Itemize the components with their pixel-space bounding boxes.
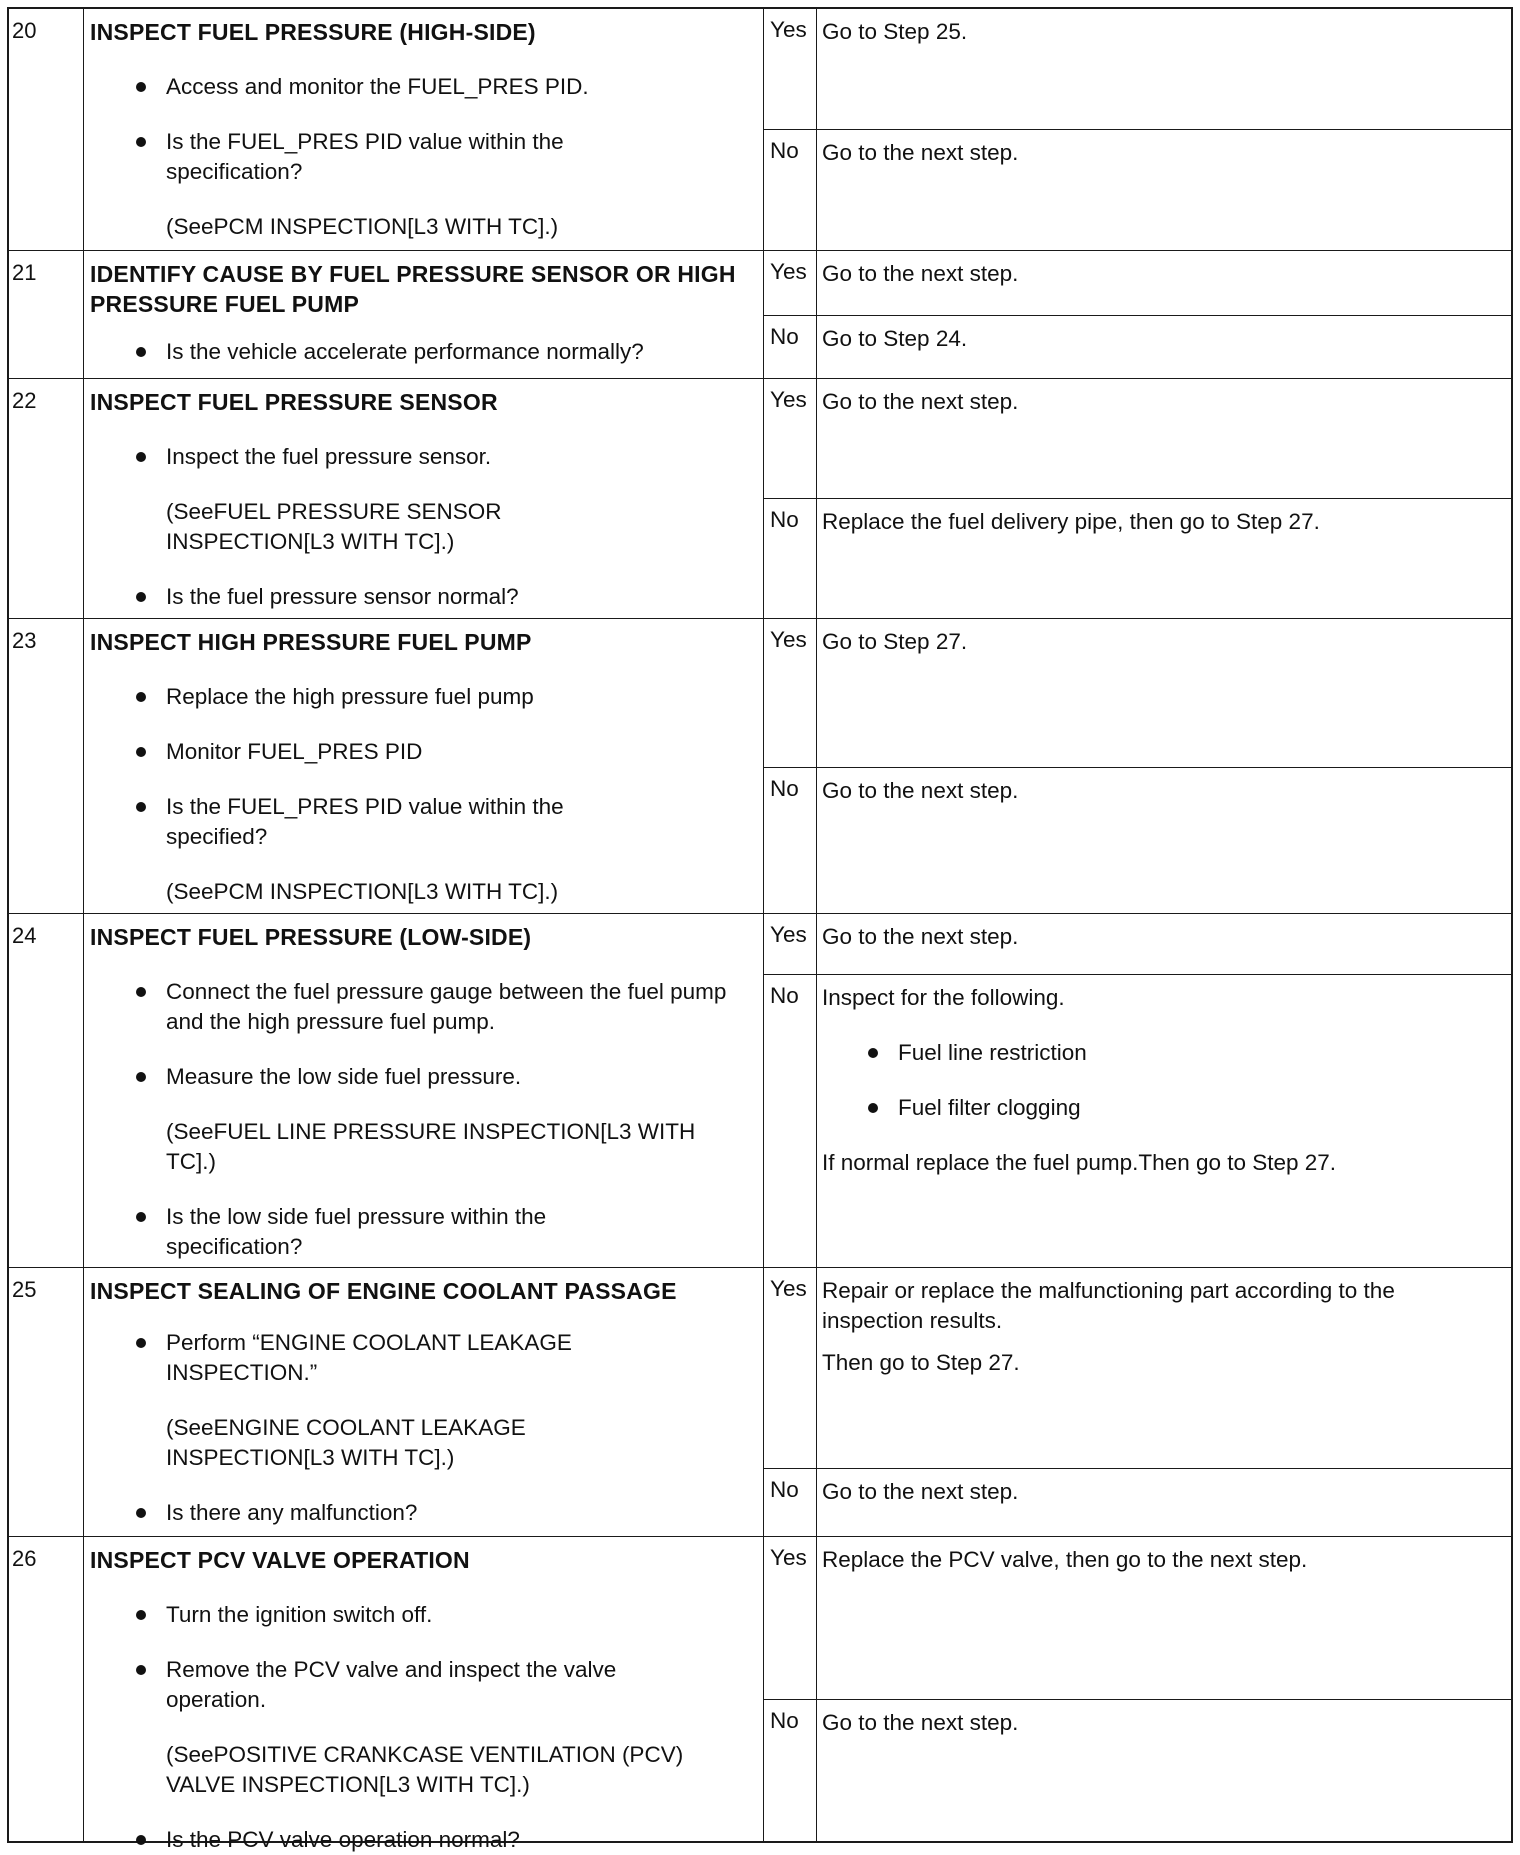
result-bullet: Fuel line restriction bbox=[822, 1038, 1497, 1068]
result-text: Go to the next step. bbox=[822, 1479, 1019, 1504]
no-branch bbox=[764, 974, 1511, 1268]
yes-branch bbox=[764, 251, 1511, 315]
action-bullet: Is the fuel pressure sensor normal? bbox=[90, 582, 751, 612]
step-number: 26 bbox=[9, 1537, 84, 1843]
no-result bbox=[817, 130, 1511, 193]
no-label: No bbox=[764, 499, 817, 619]
action-bullet: Is there any malfunction? bbox=[90, 1498, 751, 1528]
table-row bbox=[9, 9, 1511, 251]
yes-result bbox=[817, 914, 1511, 977]
step-action bbox=[84, 379, 764, 618]
no-branch bbox=[764, 1468, 1511, 1537]
action-bullet: Turn the ignition switch off. bbox=[90, 1600, 751, 1630]
step-title: IDENTIFY CAUSE BY FUEL PRESSURE SENSOR OR HIGH PRESSURE FUEL PUMP bbox=[90, 261, 736, 317]
table-row bbox=[9, 1537, 1511, 1852]
no-label: No bbox=[764, 768, 817, 914]
yes-branch bbox=[764, 9, 1511, 129]
action-bullet: Perform “ENGINE COOLANT LEAKAGE INSPECTION.” bbox=[90, 1328, 586, 1388]
no-label: No bbox=[764, 975, 817, 1268]
no-result bbox=[817, 316, 1511, 379]
step-action bbox=[84, 251, 764, 378]
step-title: INSPECT SEALING OF ENGINE COOLANT PASSAGE bbox=[90, 1278, 677, 1304]
action-bullet: Replace the high pressure fuel pump bbox=[90, 682, 751, 712]
yes-label: Yes bbox=[764, 9, 817, 129]
yes-result bbox=[817, 9, 1511, 72]
no-branch bbox=[764, 1699, 1511, 1843]
result-text: Go to Step 24. bbox=[822, 326, 968, 351]
yes-result bbox=[817, 1268, 1511, 1403]
step-action bbox=[84, 619, 764, 913]
yes-branch bbox=[764, 619, 1511, 767]
no-branch bbox=[764, 315, 1511, 379]
action-bullet: Is the PCV valve operation normal? bbox=[90, 1825, 751, 1855]
result-text: Then go to Step 27. bbox=[822, 1350, 1020, 1375]
action-bullet: Is the vehicle accelerate performance normally? bbox=[90, 337, 751, 367]
step-action bbox=[84, 914, 764, 1267]
reference-note: (SeePOSITIVE CRANKCASE VENTILATION (PCV) VALVE INSPECTION[L3 WITH TC].) bbox=[166, 1742, 684, 1797]
no-result bbox=[817, 499, 1511, 562]
result-text: Go to the next step. bbox=[822, 1710, 1019, 1735]
result-text: Go to the next step. bbox=[822, 778, 1019, 803]
yes-branch bbox=[764, 914, 1511, 974]
step-number: 20 bbox=[9, 9, 84, 250]
table-row bbox=[9, 251, 1511, 379]
result-text: Go to the next step. bbox=[822, 140, 1019, 165]
no-label: No bbox=[764, 1700, 817, 1843]
no-result bbox=[817, 768, 1511, 831]
action-bullet: Is the low side fuel pressure within the specification? bbox=[90, 1202, 606, 1262]
yes-label: Yes bbox=[764, 914, 817, 974]
result-text: Go to the next step. bbox=[822, 924, 1019, 949]
no-result bbox=[817, 1469, 1511, 1532]
result-bullet: Fuel filter clogging bbox=[822, 1093, 1497, 1123]
yes-branch bbox=[764, 1268, 1511, 1468]
action-bullet: Access and monitor the FUEL_PRES PID. bbox=[90, 72, 751, 102]
no-label: No bbox=[764, 316, 817, 379]
step-number: 21 bbox=[9, 251, 84, 378]
no-branch bbox=[764, 498, 1511, 619]
result-text: Go to the next step. bbox=[822, 261, 1019, 286]
yes-label: Yes bbox=[764, 1537, 817, 1699]
step-title: INSPECT PCV VALVE OPERATION bbox=[90, 1547, 470, 1573]
yes-result bbox=[817, 1537, 1511, 1600]
result-text: Go to the next step. bbox=[822, 389, 1019, 414]
yes-branch bbox=[764, 1537, 1511, 1699]
step-title: INSPECT FUEL PRESSURE SENSOR bbox=[90, 389, 498, 415]
result-text: Replace the fuel delivery pipe, then go to Step 27. bbox=[822, 509, 1320, 534]
action-bullet: Remove the PCV valve and inspect the valve operation. bbox=[90, 1655, 646, 1715]
reference-note: (SeeFUEL PRESSURE SENSOR INSPECTION[L3 WITH TC].) bbox=[166, 499, 502, 554]
table-row bbox=[9, 379, 1511, 619]
yes-branch bbox=[764, 379, 1511, 498]
yes-label: Yes bbox=[764, 1268, 817, 1468]
yes-label: Yes bbox=[764, 379, 817, 498]
action-bullet: Is the FUEL_PRES PID value within the specification? bbox=[90, 127, 586, 187]
table-row bbox=[9, 619, 1511, 914]
step-title: INSPECT HIGH PRESSURE FUEL PUMP bbox=[90, 629, 532, 655]
table-row bbox=[9, 1268, 1511, 1537]
step-number: 25 bbox=[9, 1268, 84, 1536]
no-branch bbox=[764, 767, 1511, 914]
result-text: Go to Step 27. bbox=[822, 629, 968, 654]
action-bullet: Measure the low side fuel pressure. bbox=[90, 1062, 751, 1092]
step-action bbox=[84, 9, 764, 250]
reference-note: (SeeFUEL LINE PRESSURE INSPECTION[L3 WITH TC].) bbox=[166, 1119, 696, 1174]
action-bullet: Is the FUEL_PRES PID value within the specified? bbox=[90, 792, 586, 852]
action-bullet: Inspect the fuel pressure sensor. bbox=[90, 442, 751, 472]
step-action bbox=[84, 1268, 764, 1536]
reference-note: (SeeENGINE COOLANT LEAKAGE INSPECTION[L3 WITH TC].) bbox=[166, 1415, 526, 1470]
no-label: No bbox=[764, 1469, 817, 1537]
reference-note: (SeePCM INSPECTION[L3 WITH TC].) bbox=[166, 879, 559, 904]
step-title: INSPECT FUEL PRESSURE (LOW-SIDE) bbox=[90, 924, 532, 950]
result-text: Go to Step 25. bbox=[822, 19, 968, 44]
result-text: Repair or replace the malfunctioning part according to the inspection results. bbox=[822, 1278, 1395, 1333]
action-bullet: Connect the fuel pressure gauge between the fuel pump and the high pressure fuel pump. bbox=[90, 977, 751, 1037]
table-row bbox=[9, 914, 1511, 1268]
result-text: Replace the PCV valve, then go to the next step. bbox=[822, 1547, 1308, 1572]
yes-result bbox=[817, 379, 1511, 442]
yes-result bbox=[817, 251, 1511, 314]
reference-note: (SeePCM INSPECTION[L3 WITH TC].) bbox=[166, 214, 559, 239]
step-title: INSPECT FUEL PRESSURE (HIGH-SIDE) bbox=[90, 19, 536, 45]
action-bullet: Monitor FUEL_PRES PID bbox=[90, 737, 751, 767]
step-action bbox=[84, 1537, 764, 1852]
result-text: If normal replace the fuel pump.Then go to Step 27. bbox=[822, 1150, 1337, 1175]
no-result bbox=[817, 1700, 1511, 1763]
no-result bbox=[817, 975, 1511, 1203]
diagnostic-procedure-table bbox=[7, 7, 1513, 1852]
step-number: 23 bbox=[9, 619, 84, 913]
step-number: 22 bbox=[9, 379, 84, 618]
no-branch bbox=[764, 129, 1511, 251]
yes-label: Yes bbox=[764, 251, 817, 315]
yes-label: Yes bbox=[764, 619, 817, 767]
result-text: Inspect for the following. bbox=[822, 985, 1065, 1010]
no-label: No bbox=[764, 130, 817, 251]
yes-result bbox=[817, 619, 1511, 682]
step-number: 24 bbox=[9, 914, 84, 1267]
